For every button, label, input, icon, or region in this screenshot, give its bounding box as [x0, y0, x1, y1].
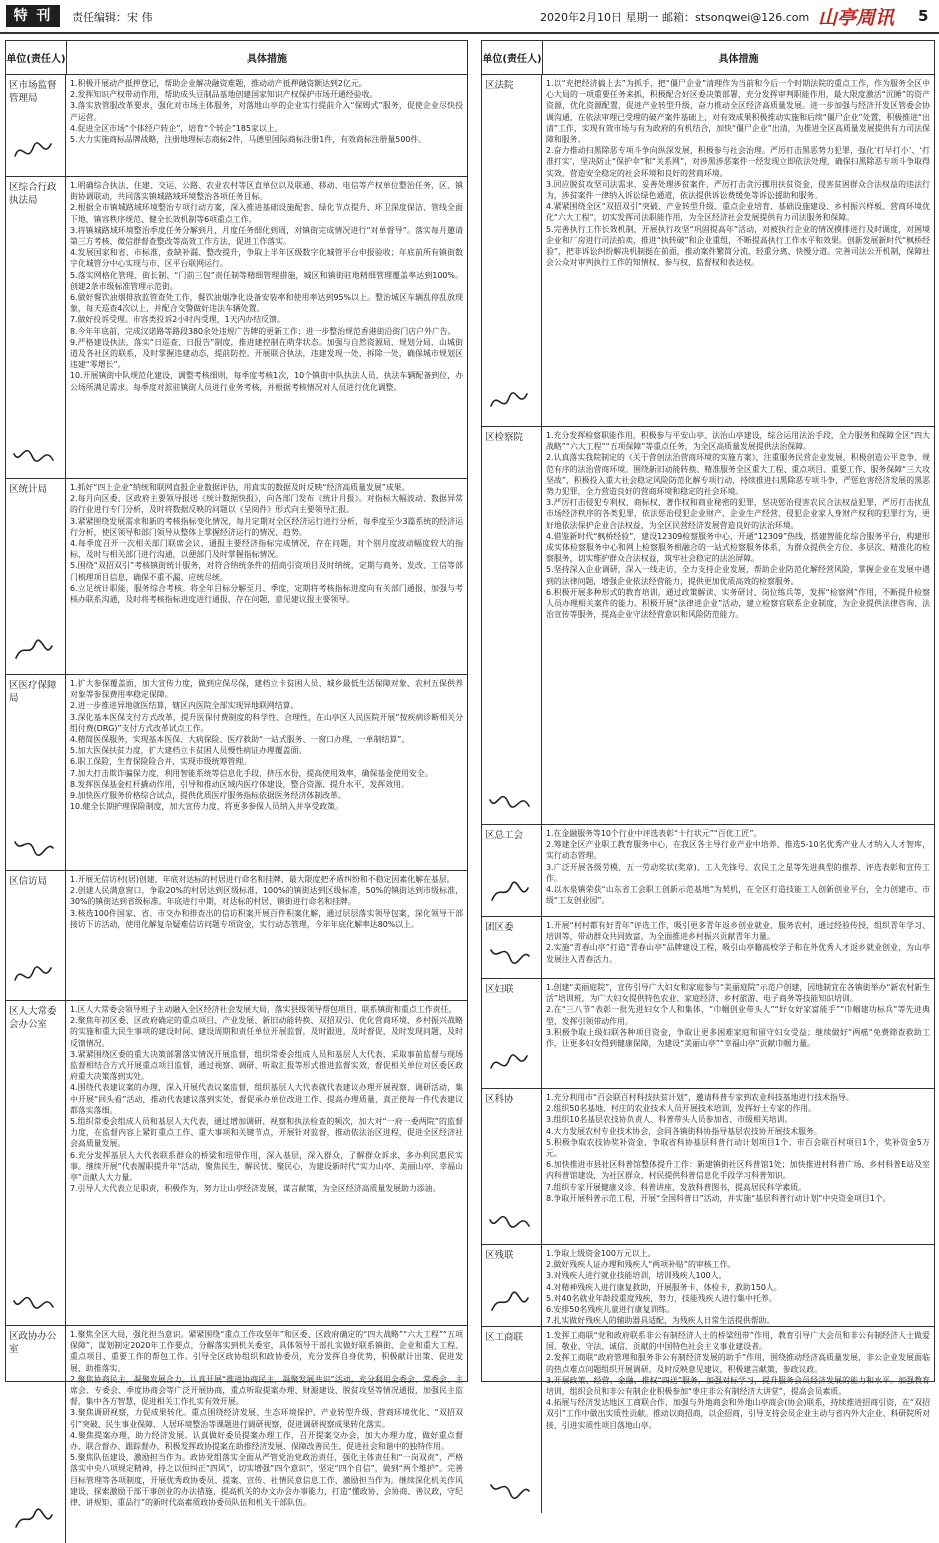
table-row [6, 75, 467, 177]
measures-cell [542, 1327, 934, 1513]
measures-cell [66, 479, 467, 674]
measure-item: 7.做好投诉受理。市容类投诉2小时内受理，1天内办结反馈。 [70, 315, 285, 325]
measure-item: 1.聚焦全区大局，强化担当意识。紧紧围绕“重点工作攻坚年”和区委、区政府确定的“四大战略”“六大工程”“五项保障”，谋划制定2020年工作要点，分解落实到机关委室，具体领导干部扎实做好联系镇街、企业和重大工程、重点项目、重要工作的帮包工作。引导全区政协组织和政协委员，充分发挥自身优势，积极献计出策、促进发展、助推落实。 [70, 1330, 463, 1373]
measure-item: 5.聚焦队伍建设，激励担当作为。政协党组落实全面从严管党治党政治责任，强化主体责任和“一岗双责”，严格落实中央八项规定精神，持之以恒纠正“四风”，切实增强“四个意识”，坚定“四个自信”，做到“两个维护”。完善目标管理等各项制度，开展优秀政协委员、提案、宣传、社情民意信息工作、激励担当作为。继续深化机关作风建设，探索激励干部干事创业的办法措施，提高机关的办文办会办事能力，打造“懂政协、会协商、善议政，守纪律、讲规矩、重品行”的新时代高素质政协委员队伍和机关干部队伍。 [70, 1453, 463, 1508]
unit-name: 区检察院 [485, 432, 524, 443]
table-row [6, 177, 467, 479]
measure-item: 2.实施“青春山亭”打造“青春山亭”品牌建设工程，吸引山亭籍高校学子和在外优秀人才返乡就业创业，为山亭发展注入青春活力。 [546, 943, 930, 964]
measure-item: 3.落实放管服改革要求，强化对市场主体服务，对落地山亭的企业实行提前介入“保姆式”服务，促使企业尽快投产运营。 [70, 101, 463, 122]
measure-item: 1.明确综合执法、住建、交运、公路、农业农村等区直单位以及联通、移动、电信等产权单位整治任务，区、镇街协调联动，共同落实镇城路域环境整治各项任务目标。 [70, 181, 463, 202]
measures-cell [542, 1245, 934, 1326]
measure-item: 2.发挥知识产权带动作用，帮助成头豆制品基地创建国家知识产权保护市场开通经验收。 [70, 90, 378, 100]
measure-item: 6.安排50名残疾儿童进行康复训练。 [546, 1305, 675, 1315]
measure-item: 1.充分利用市“百会联百村科技扶贫计划”，邀请科普专家到农业科技基地进行技术指导。 [546, 1093, 854, 1102]
measure-item: 8.争取开展科普示范工程，开展“全国科普日”活动，并实施“基层科普行动计划”中央资金项目1个。 [546, 1193, 891, 1203]
date-email-line: 2020年2月10日 星期一 邮箱：stsonqwei@126.com [540, 11, 810, 24]
measure-item: 1.抓好“四上企业”纳统和联网直报企业数据评估，用真实的数据及时反映“经济高质量发展”成果。 [70, 483, 410, 492]
table-row [482, 1245, 934, 1327]
measure-item: 4.精简医保服务，实现基本医保、大病保险、医疗救助“一站式服务、一窗口办理、一单制结算”。 [70, 735, 410, 745]
unit-cell [482, 1089, 542, 1244]
handwritten-signature [487, 1046, 533, 1080]
unit-name: 区市场监督管理局 [9, 80, 57, 104]
measures-column-header: 具体措施 [247, 54, 287, 65]
handwritten-signature [487, 1202, 533, 1236]
handwritten-signature [11, 1501, 57, 1535]
measure-item: 2.每月向区委、区政府主要领导报送《统计数据快报》，向各部门发布《统计月报》。对指标大幅波动、数据异常的行业进行专门分析，及时将数据反映的问题以《呈阅件》形式向主要领导汇报。 [70, 494, 463, 515]
unit-cell [482, 75, 542, 426]
unit-name: 区工商联 [485, 1332, 524, 1343]
measure-item: 5.积极争取农技协奖补资金，争取省科协基层科普行动计划项目1个、市百会联百村项目1个，奖补资金5万元。 [546, 1137, 930, 1159]
measure-item: 8.今年年底前，完成汉诺路等路段380余处违规广告牌的更新工作；进一步整治规范香港街沿街门店户外广告。 [70, 326, 456, 336]
unit-cell [482, 1327, 542, 1513]
measure-item: 1.开展“村村都有好青年”评选工作，吸引更多青年返乡创业就业，服务农村，通过经验传授，组织青年学习、培训等，带动群众共同致富，为全面推进乡村振兴贡献青年力量。 [546, 921, 930, 942]
unit-cell [6, 1001, 66, 1325]
measures-cell [542, 979, 934, 1088]
measure-item: 5.大力实施商标品牌战略，注册地理标志商标2件，马德里国际商标注册1件，有效商标注册量500件。 [70, 135, 427, 145]
table-row [482, 825, 934, 917]
handwritten-signature [11, 958, 57, 992]
measure-item: 4.对精神残疾人进行康复救助，开展服务卡、体检卡，救助150人。 [546, 1282, 782, 1292]
unit-cell [6, 675, 66, 870]
measure-item: 4.借鉴新时代“枫桥经验”，建设12309检察服务中心，开通“12309”热线，搭建智能化综合服务平台，构建形成实体检察服务中心和网上检察服务相融合的一站式检察服务体系，为群众提供全方位、多层次、精准化的检察服务，切实维护群众合法权益，筑牢社会稳定的法治屏障。 [546, 531, 930, 564]
left-table [5, 40, 468, 1508]
measures-cell [66, 1001, 467, 1325]
measures-column-header: 具体措施 [718, 54, 759, 65]
measure-item: 1.发挥工商联“党和政府联系非公有制经济人士的桥梁纽带”作用，教育引导广大会员和非公有制经济人士做爱国、敬业、守法、诚信、贡献的中国特色社会主义事业建设者。 [546, 1331, 930, 1352]
handwritten-signature [11, 134, 57, 168]
measure-item: 3.回应脱贫攻坚司法需求，妥善处理涉贫案件，严厉打击贪污挪用扶贫资金，侵害贫困群众合法权益的违法行为，涉贫案件一律纳入诉讼绿色通道，依法提供诉讼费缓免等诉讼援助和服务。 [546, 179, 930, 201]
measure-item: 3.聚焦调研视察，力促成果转化。重点围绕经济发展、生态环境保护、产业转型升级、营商环境优化、“双招双引”突破、民生事业保障、人居环境整治等课题进行调研视察，促进调研视察成果转化落实。 [70, 1408, 463, 1429]
measure-item: 3.深化基本医保支付方式改革，提升医保付费制度的科学性、合理性，在山亭区人民医院开展“按疾病诊断相关分组付费(DRG)”支付方式改革试点工作。 [70, 712, 463, 733]
table-row [482, 1327, 934, 1513]
unit-cell [6, 479, 66, 674]
measure-item: 8.发挥医保基金杠杆撬动作用，引导和推动区域内医疗体建设，整合资源、提升水平，发挥效用。 [70, 779, 409, 789]
table-row [482, 979, 934, 1089]
measure-item: 4.促进全区市场“个体经户转企”，培育“个转企”185家以上。 [70, 123, 283, 133]
handwritten-signature [11, 632, 57, 666]
table-row [482, 427, 934, 825]
table-header [482, 41, 934, 75]
measures-cell [66, 871, 467, 1000]
measure-item: 7.加大打击欺诈骗保力度，利用智能系统等信息化手段，挤压水份，提高使用效率，确保基金使用安全。 [70, 768, 433, 778]
measure-item: 6.做好餐饮油烟排放监管查处工作，餐饮油烟净化设备安装率和使用率达到95%以上。整治城区车辆乱停乱放现象，每天巡查4次以上，并配合交警做好违法车辆处置。 [70, 293, 463, 314]
handwritten-signature [487, 874, 533, 908]
measure-item: 10.健全长期护理保险制度，加大宣传力度，将更多参保人员纳入并享受政策。 [70, 802, 343, 812]
measure-item: 9.加快医疗服务价格综合试点，提供优质医疗服务指标依据医务经济体制改革。 [70, 791, 346, 801]
measures-cell [66, 75, 467, 176]
measure-item: 3.紧紧围绕区委的重大决策部署落实情况开展监督，组织常委会组成人员和基层人大代表，采取事前监督与现场监督相结合方式开展重点项目监督，通过视察、调研、听取汇报等形式推进监督实效，督促相关单位对区委区政府重大决策落到实处。 [70, 1049, 463, 1082]
unit-column-header: 单位(责任人) [6, 41, 67, 74]
measure-item: 2.奋力推动扫黑除恶专项斗争向纵深发展，积极参与社会治理。严厉打击黑恶势力犯罪，强化‘打早打小’、‘打准打实’，坚决防止“保护伞”和“关系网”，对涉黑涉恶案件一经发现立即依法处理，确保扫黑除恶专项斗争取得实效，营造安全稳定的社会环境和良好的营商环境。 [546, 146, 930, 178]
measure-item: 4.紧紧围绕全区“双招双引”突破、产业转型升级、重点企业培育、基础设施建设、乡村振兴样板、营商环境优化“六大工程”，切实发挥司法职能作用，为全区经济社会发展提供有力司法服务和保障。 [546, 202, 930, 223]
measure-item: 3.核选100件国家、省、市交办和排查出的信访积案开展百件积案化解，通过层层落实领导包案，深化领导干部接访下访活动，使用化解复杂疑难信访问题专项资金，实行动态管理，今年年底化解率达80%以上。 [70, 908, 463, 929]
measure-item: 3.将镇城路域环境整治季度任务分解到月，月度任务细化到周，对镇街完成情况进行“对单督导”。落实每月邀请第三方考核、微信群督查整改等高效工作方法，促进工作落实。 [70, 225, 463, 247]
table-row [482, 917, 934, 979]
editor-line: 责任编辑：宋 伟 [72, 11, 153, 24]
measures-cell [66, 1326, 467, 1543]
handwritten-signature [11, 436, 57, 470]
unit-cell [6, 177, 66, 478]
measure-item: 6.积极开展多种形式的教育培训，通过政策解读、实务研讨、岗位练兵等，发挥“检察网”作用，不断提升检察人员办理相关案件的能力。积极开展“法律进企业”活动，建立检察官联系企业制度，为企业提供法律咨询、法治宣传等服务，提高企业守法经营意识和风险防范能力。 [546, 587, 930, 620]
measure-item: 3.严厉打击侵犯专利权、商标权、著作权和商业秘密的犯罪，坚决惩治侵害农民合法权益犯罪，严厉打击扰乱市场经济秩序的各类犯罪，依法惩治侵犯企业财产、企业生产经营、侵犯企业家人身财产权利的犯罪行为，更好地依法保护企业合法权益，为全区民营经济发展营造良好的法治环境。 [546, 498, 930, 530]
measure-item: 2.聚焦协商民主，凝聚发展合力。认真开展“推进协商民主，凝聚发展共识”活动。充分利用全委会、常委会、主席会、专委会、季度协商会等广泛开展协商，重点听取提案办理、财源建设、脱贫攻坚等情况通报，加强民主监督，集中各方智慧，促进相关工作扎实有效开展。 [70, 1374, 463, 1407]
measure-item: 1.扩大参保覆盖面，加大宣传力度，做到应保尽保，建档立卡贫困人员、城乡最低生活保障对象、农村五保供养对象等参保费用率稳定保障。 [70, 679, 463, 700]
unit-name: 区总工会 [485, 830, 524, 841]
measure-item: 1.以“充把经济搞上去”为抓手，把“僵尸企业”清理作为当前和今后一个时期法院的重点工作，作为服务全区中心大局的一项重要任务来抓，积极配合好区委决策部署，充分发挥审判职能作用，最大限度激活“沉睡”的资产资源，优化资源配置，促进产业转型升级，奋力推动全区经济高质量发展。进一步加强与经济开发区管委会协调沟通，在依法审理已受理的破产案件基础上，对有效成果积极推动实施和后续“僵尸企业”处置，积极推进“出清”工作，实现有效市场与有为政府的有机结合，加快“僵尸企业”出清，为推进全区高质量发展提供有力司法保障和服务。 [546, 79, 930, 145]
unit-cell [482, 917, 542, 978]
measure-item: 5.组织常委会组成人员和基层人大代表，通过增加调研、视察和执法检查的频次，加大对“一府一委两院”的监督力度，在监督内容上紧盯重点工作、重大事项和关键节点，开展针对监督，推动依法治区进程，促进全区经济社会高质量发展。 [70, 1117, 463, 1149]
measure-item: 5.围绕“双招双引”考核镇街统计服务，对符合纳统条件的招商引资项目及时纳统，定期与商务、发改、工信等部门梳理项目信息，确保不重不漏、应统尽统。 [70, 561, 463, 582]
page-number: 5 [918, 7, 929, 25]
measures-cell [542, 427, 934, 824]
measure-item: 1.开展无信访村(居)创建，年底对达标的村居进行命名和挂牌，最大限度把矛盾纠纷和不稳定因素化解在基层。 [70, 875, 455, 884]
unit-cell [6, 1326, 66, 1543]
measure-item: 2.聚焦年初区委、区政府确定的重点项目、产业发展、新旧动能转换、双招双引、优化营商环境、乡村振兴战略的实施和重大民生事项的建设时间、建设周期和责任单位开展监督，及时跟进，及时督促，及时发现问题，及时反馈情况。 [70, 1016, 463, 1048]
unit-cell [482, 825, 542, 916]
table-row [6, 479, 467, 675]
table-row [6, 871, 467, 1001]
measure-item: 2.认真落实我院制定的《关于营创法治营商环境的实施方案》，注重服务民营企业发展，积极创造公平竞争、规范有序的法治营商环境。围绕新旧动能转换、精准服务全区重大工程、重点项目、重要工作、服务保障“三大攻坚战”，积极投入重大社会稳定风险防范化解专项行动，持续推进扫黑除恶专项斗争，严惩危害经济发展的黑恶势力犯罪，全力营造良好的营商环境和稳定的社会环境。 [546, 453, 930, 497]
measures-cell [542, 75, 934, 426]
measure-item: 4.发展国家和省、市标准，查缺补漏、整改提升，争取上半年区级数字化城管平台申报验收；年底前所有镇街数字化城管分中心实现与市、区平台联网运行。 [70, 248, 463, 269]
measure-item: 1.争取上级资金100万元以上。 [546, 1249, 656, 1258]
measure-item: 6.职工保险，生育保险险合并，实现市级统筹管理。 [70, 757, 252, 767]
measure-item: 2.做好残疾人证办理和残疾人“两项补贴”的审核工作。 [546, 1260, 736, 1270]
measure-item: 3.紧紧围绕发展需求和新的考核指标变化情况，每月定期对全区经济运行进行分析，每季度至少3篇系统的经济运行分析，使区领导和部门领导从整体上掌握经济运行的情况、趋势。 [70, 516, 463, 537]
unit-name: 区综合行政执法局 [9, 182, 57, 206]
measure-item: 2.在“三八节”表彰一批先进妇女个人和集体，“巾帼创业带头人”“好女好家富能手”“巾帼建功标兵”等先进典型，发挥引领带动作用。 [546, 1005, 930, 1026]
unit-name: 区医疗保障局 [9, 680, 57, 704]
handwritten-signature [11, 1283, 57, 1317]
unit-name: 区人大常委会办公室 [9, 1006, 57, 1030]
measure-item: 2.进一步推进异地就医结算，辖区内医院全部实现异地联网结算。 [70, 701, 299, 711]
measure-item: 4.每季度召开一次相关部门联席会议，通报主要经济指标完成情况，存在问题，对个别月度波动幅度较大的指标，及时与相关部门进行沟通，以便部门及时掌握指标情况。 [70, 539, 463, 560]
measure-item: 3.广泛开展各级劳模、五一劳动奖状(奖章)、工人先锋号、农民工之星等先进典型的推荐、评选表彰和宣传工作。 [546, 862, 930, 883]
measure-item: 3.开展政策、经营、金融、推权“四送”服务，加强对标学习，提升服务会员经济发展的能力和水平。加强教育培训，组织会员和非公有制企业积极参加“枣庄非公有制经济大讲堂”，提高会员素质。 [546, 1375, 930, 1397]
table-row [6, 1001, 467, 1326]
measure-item: 6.立足统计职能，服务综合考核。将全年目标分解至月、季度，定期将考核指标进度向有关部门通报，加强与考核办联系沟通，及时将考核指标进度进行通报，存在问题，意见建议报主要领导。 [70, 583, 463, 605]
handwritten-signature [487, 1284, 533, 1318]
measure-item: 5.落实网格化管理、街长制、“门前三包”责任制等精细管理措施，城区和镇街驻地精细管理覆盖率达到100%。创建2条市级标准管理示范街。 [70, 270, 463, 291]
unit-name: 区科协 [485, 1094, 514, 1105]
measure-item: 7.扎实做好残疾人的辅助器具适配，为残疾人日常生活提供帮助。 [546, 1316, 775, 1326]
handwritten-signature [487, 1471, 533, 1505]
measure-item: 10.开展镇街中队规范化建设，调整考核细则，每季度考核1次，10个镇街中队执法人员、执法车辆配备到位，办公场所满足需求。每季度对派驻镇街人员进行业务考核，并根据考核情况对人员进行优化调整。 [70, 371, 463, 392]
unit-name: 区妇联 [485, 984, 514, 995]
unit-cell [6, 871, 66, 1000]
measure-item: 6.加快推进市县社区科普馆整体提升工作：新建镇街社区科普馆1处；加快推进村科普广场、乡村科普E站及室内科普馆建设，为社区群众、村民提供科普信息化手段学习科普知识。 [546, 1160, 930, 1181]
measures-cell [66, 675, 467, 870]
measure-item: 3.组织10名基层农技协负责人、科普带头人员参加省、市级相关培训。 [546, 1115, 793, 1125]
measure-item: 2.创建人民满意窗口，争取20%的村居达到区级标准，100%的镇街达到区级标准，50%的镇街达到市级标准，30%的镇街达到省级标准。年底进行中期，对达标的村居、镇街进行命名和挂牌。 [70, 886, 463, 907]
table-header [6, 41, 467, 75]
page-header [0, 0, 939, 34]
measure-item: 1.区人大常委会领导班子主动融入全区经济社会发展大局，落实县级领导帮包项目、联系镇街和重点工作责任。 [70, 1005, 457, 1014]
table-row [6, 1326, 467, 1543]
unit-column-header: 单位(责任人) [482, 41, 543, 74]
measure-item: 9.严格建设执法，落实“日巡查、日报告”制度，推进建控制在萌芽状态。加强与自然资源局、规划分局、山城街道及各社区的联系，及时掌握违建动态，提前防控。开展联合执法，违建发现一处，拆除一处，确保城市规划区违建“零增长”。 [70, 337, 463, 370]
measure-item: 1.创建“美丽庭院”，宣传引导广大妇女和家庭参与“美丽庭院”示范户创建，因地制宜在各镇街举办“新农村新生活”培训班，为广大妇女提供特色农业、家庭经济、乡村旅游、电子商务等技能知识培训。 [546, 983, 930, 1004]
measure-item: 4.以水泉镇荣获“山东省工会职工创新示范基地”为契机，在全区打造技能工人创新创业平台，全力创建市、市级“工友创业园”。 [546, 885, 930, 906]
measures-cell [542, 917, 934, 978]
handwritten-signature [11, 828, 57, 862]
unit-name: 区统计局 [9, 484, 48, 495]
measure-item: 4.聚焦提案办理，助力经济发展。认真做好委员提案办理工作，召开提案交办会，加大办理力度，做好重点督办、联合督办、跟踪督办，积极发挥政协提案在助推经济发展、保障改善民生、促进社会和谐中的独特作用。 [70, 1430, 463, 1452]
measure-item: 4.围绕代表建议案的办理，深入开展代表议案监督，组织基层人大代表就代表建议办理开展视察、调研活动，集中开展“回头看”活动，推动代表建议落到实处，督促承办单位改进工作、提高办理质量，真正使每一件代表建议都落实落细。 [70, 1083, 463, 1115]
measure-item: 5.完善执行工作长效机制，开展执行攻坚“巩固提高年”活动，对被执行企业的情况摸排进行及时调度，对困境企业和厂房进行司法拍卖，推进“执转破”和企业重组，不断提高执行工作水平和效果。创新发展新时代“枫桥经验”，把非诉讼纠纷解决机制挺在前面，推动案件繁简分流、轻重分离、快慢分道。完善司法公开机制，保障社会公众对审判执行工作的知情权、参与权、监督权和表达权。 [546, 224, 930, 268]
measure-item: 5.对40名就业年龄段重度残疾，努力，技能残疾人进行集中托养。 [546, 1293, 777, 1303]
measure-item: 4.拓展与经济发达地区工商联合作，加强与外地商会和外地山亭商会(协会)联系，持续推进招商引资，在“双招双引”工作中做出实质性贡献。推动以商招商，以企招商，引导支持会员企业主动与省内外大企业、科研院所对接，引进实质性项目落地山亭。 [546, 1398, 930, 1430]
table-row [6, 675, 467, 871]
measure-item: 1.在金融服务等10个行业中评选表彰“十行状元”“百优工匠”。 [546, 829, 762, 838]
measure-item: 5.坚持深入企业调研，深入一线走访，全力支持企业发展，帮助企业防范化解经营风险，掌握企业在发展中遇到的法律问题，增强企业依法经营能力，提供更加优质高效的检察服务。 [546, 565, 930, 586]
measure-item: 4.大力发展农村专业技术协会，会同各镇街科协指导基层农技协开展技术服务。 [546, 1126, 822, 1136]
measure-item: 1.充分发挥检察职能作用，积极参与平安山亭、法治山亭建设，综合运用法治手段，全力服务和保障全区“四大战略”“六大工程”“五项保障”等重点任务，为全区高质量发展提供法治保障。 [546, 431, 930, 452]
unit-cell [482, 427, 542, 824]
measures-cell [66, 177, 467, 478]
table-row [482, 1089, 934, 1245]
measure-item: 7.引导人大代表立足职责，积极作为，努力让山亭经济发展，谋言献策，为全区经济高质量发展助力添油。 [70, 1184, 441, 1194]
unit-name: 区法院 [485, 80, 514, 91]
measure-item: 5.加大医保扶贫力度，扩大建档立卡贫困人员慢性病证办理覆盖面。 [70, 746, 307, 756]
unit-name: 区信访局 [9, 876, 48, 887]
unit-cell [482, 979, 542, 1088]
unit-name: 区政协办公室 [9, 1331, 57, 1355]
measure-item: 3.对残疾人进行就业技能培训，培训残疾人100人。 [546, 1271, 727, 1281]
measure-item: 2.根据全市镇城路域环境整治专项行动方案，深入推进基础设施配套、绿化节点提升、环卫深度保洁、管线全面下地，镇容秩序规范、健全长效机制等6项重点工作。 [70, 203, 463, 224]
table-row [482, 75, 934, 427]
measure-item: 7.组织专家开展健康义诊、科普讲座、发放科普图书，提高居民科学素质。 [546, 1182, 807, 1192]
measure-item: 1.积极开展动产抵押登记，帮助企业解决融资难题，推动动产抵押融资额达到2亿元。 [70, 79, 367, 88]
right-table [481, 40, 935, 1430]
measures-cell [542, 825, 934, 916]
measures-cell [542, 1089, 934, 1244]
handwritten-signature [487, 782, 533, 816]
measure-item: 6.充分发挥基层人大代表联系群众的桥梁和纽带作用，深入基层，深入群众，了解群众诉求，多办利民惠民实事。继续开展“代表履职提升年”活动，聚焦民生，解民忧、聚民心，为建设新时代“实力山亭、美丽山亭、幸福山亭”贡献人大力量。 [70, 1150, 463, 1183]
newspaper-logo: 山亭周讯 [818, 7, 895, 29]
unit-cell [482, 1245, 542, 1326]
handwritten-signature [487, 384, 533, 418]
unit-name: 团区委 [485, 922, 514, 933]
measure-item: 2.筹建全区产业职工教育服务中心，在我区各主导行业产业中培养、推选5-10名优秀产业人才纳入人才智库，实行动态管理。 [546, 840, 930, 861]
measure-item: 3.积极争取上级妇联各种项目资金，争取让更多困难家庭和留守妇女受益；继续做好“两癌”免费筛查救助工作，让更多妇女得到健康保障，为建设“美丽山亭”“幸福山亭”贡献巾帼力量。 [546, 1027, 930, 1049]
handwritten-signature [487, 936, 533, 970]
section-tag: 特 刊 [6, 5, 60, 27]
unit-name: 区残联 [485, 1250, 514, 1261]
measure-item: 2.发挥工商联“政府管理和服务非公有制经济发展的助手”作用，围绕推动经济高质量发展，非公企业发展面临的热点难点问题组织开展调研，及时反映意见建议，积极建言献策，参政议政。 [546, 1353, 930, 1374]
measure-item: 2.组织50名基地、村庄的农业技术人员开展技术培训，发挥好土专家的作用。 [546, 1104, 817, 1114]
unit-cell [6, 75, 66, 176]
